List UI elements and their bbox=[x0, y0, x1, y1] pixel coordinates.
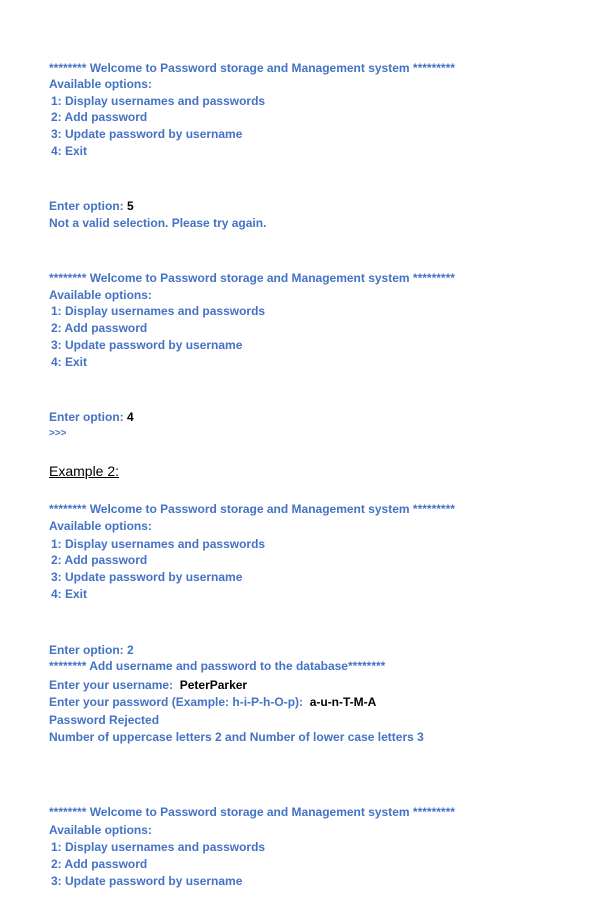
option-update: 3: Update password by username bbox=[51, 338, 243, 352]
available-options-label: Available options: bbox=[49, 823, 152, 837]
password-rejected-message: Password Rejected bbox=[49, 713, 160, 727]
enter-option-line bbox=[49, 410, 134, 424]
option-add: 2: Add password bbox=[51, 857, 148, 871]
option-add: 2: Add password bbox=[51, 321, 148, 335]
username-value: PeterParker bbox=[179, 678, 248, 692]
password-value: a-u-n-T-M-A bbox=[309, 695, 377, 709]
shell-prompt: >>> bbox=[49, 428, 67, 439]
option-input-value: 4 bbox=[127, 410, 134, 424]
option-display: 1: Display usernames and passwords bbox=[51, 537, 266, 551]
example-heading: Example 2: bbox=[49, 463, 120, 479]
option-add: 2: Add password bbox=[51, 110, 148, 124]
option-exit: 4: Exit bbox=[51, 355, 88, 369]
option-update: 3: Update password by username bbox=[51, 127, 243, 141]
welcome-banner: ******** Welcome to Password storage and Management system ********* bbox=[49, 61, 455, 75]
enter-option-line: Enter option: 2 bbox=[49, 643, 134, 657]
option-display: 1: Display usernames and passwords bbox=[51, 94, 266, 108]
letter-count-message: Number of uppercase letters 2 and Number of lower case letters 3 bbox=[49, 730, 424, 744]
option-update: 3: Update password by username bbox=[51, 570, 243, 584]
invalid-selection-message: Not a valid selection. Please try again. bbox=[49, 216, 267, 230]
welcome-banner: ******** Welcome to Password storage and Management system ********* bbox=[49, 271, 455, 285]
enter-option-label: Enter option: bbox=[49, 410, 127, 424]
option-update: 3: Update password by username bbox=[51, 874, 243, 888]
option-display: 1: Display usernames and passwords bbox=[51, 840, 266, 854]
option-exit: 4: Exit bbox=[51, 144, 88, 158]
option-input-value: 5 bbox=[127, 199, 134, 213]
welcome-banner: ******** Welcome to Password storage and Management system ********* bbox=[49, 805, 455, 819]
available-options-label: Available options: bbox=[49, 77, 152, 91]
option-exit: 4: Exit bbox=[51, 587, 88, 601]
enter-option-line bbox=[49, 199, 134, 213]
welcome-banner: ******** Welcome to Password storage and Management system ********* bbox=[49, 502, 455, 516]
enter-option-label: Enter option: bbox=[49, 199, 127, 213]
option-display: 1: Display usernames and passwords bbox=[51, 304, 266, 318]
username-line bbox=[49, 678, 247, 692]
option-add: 2: Add password bbox=[51, 553, 148, 567]
add-credentials-header: ******** Add username and password to the database******** bbox=[49, 659, 386, 673]
username-label: Enter your username: bbox=[49, 678, 180, 692]
available-options-label: Available options: bbox=[49, 519, 152, 533]
password-line bbox=[49, 695, 376, 709]
available-options-label: Available options: bbox=[49, 288, 152, 302]
password-label: Enter your password (Example: h-i-P-h-O-p): bbox=[49, 695, 310, 709]
